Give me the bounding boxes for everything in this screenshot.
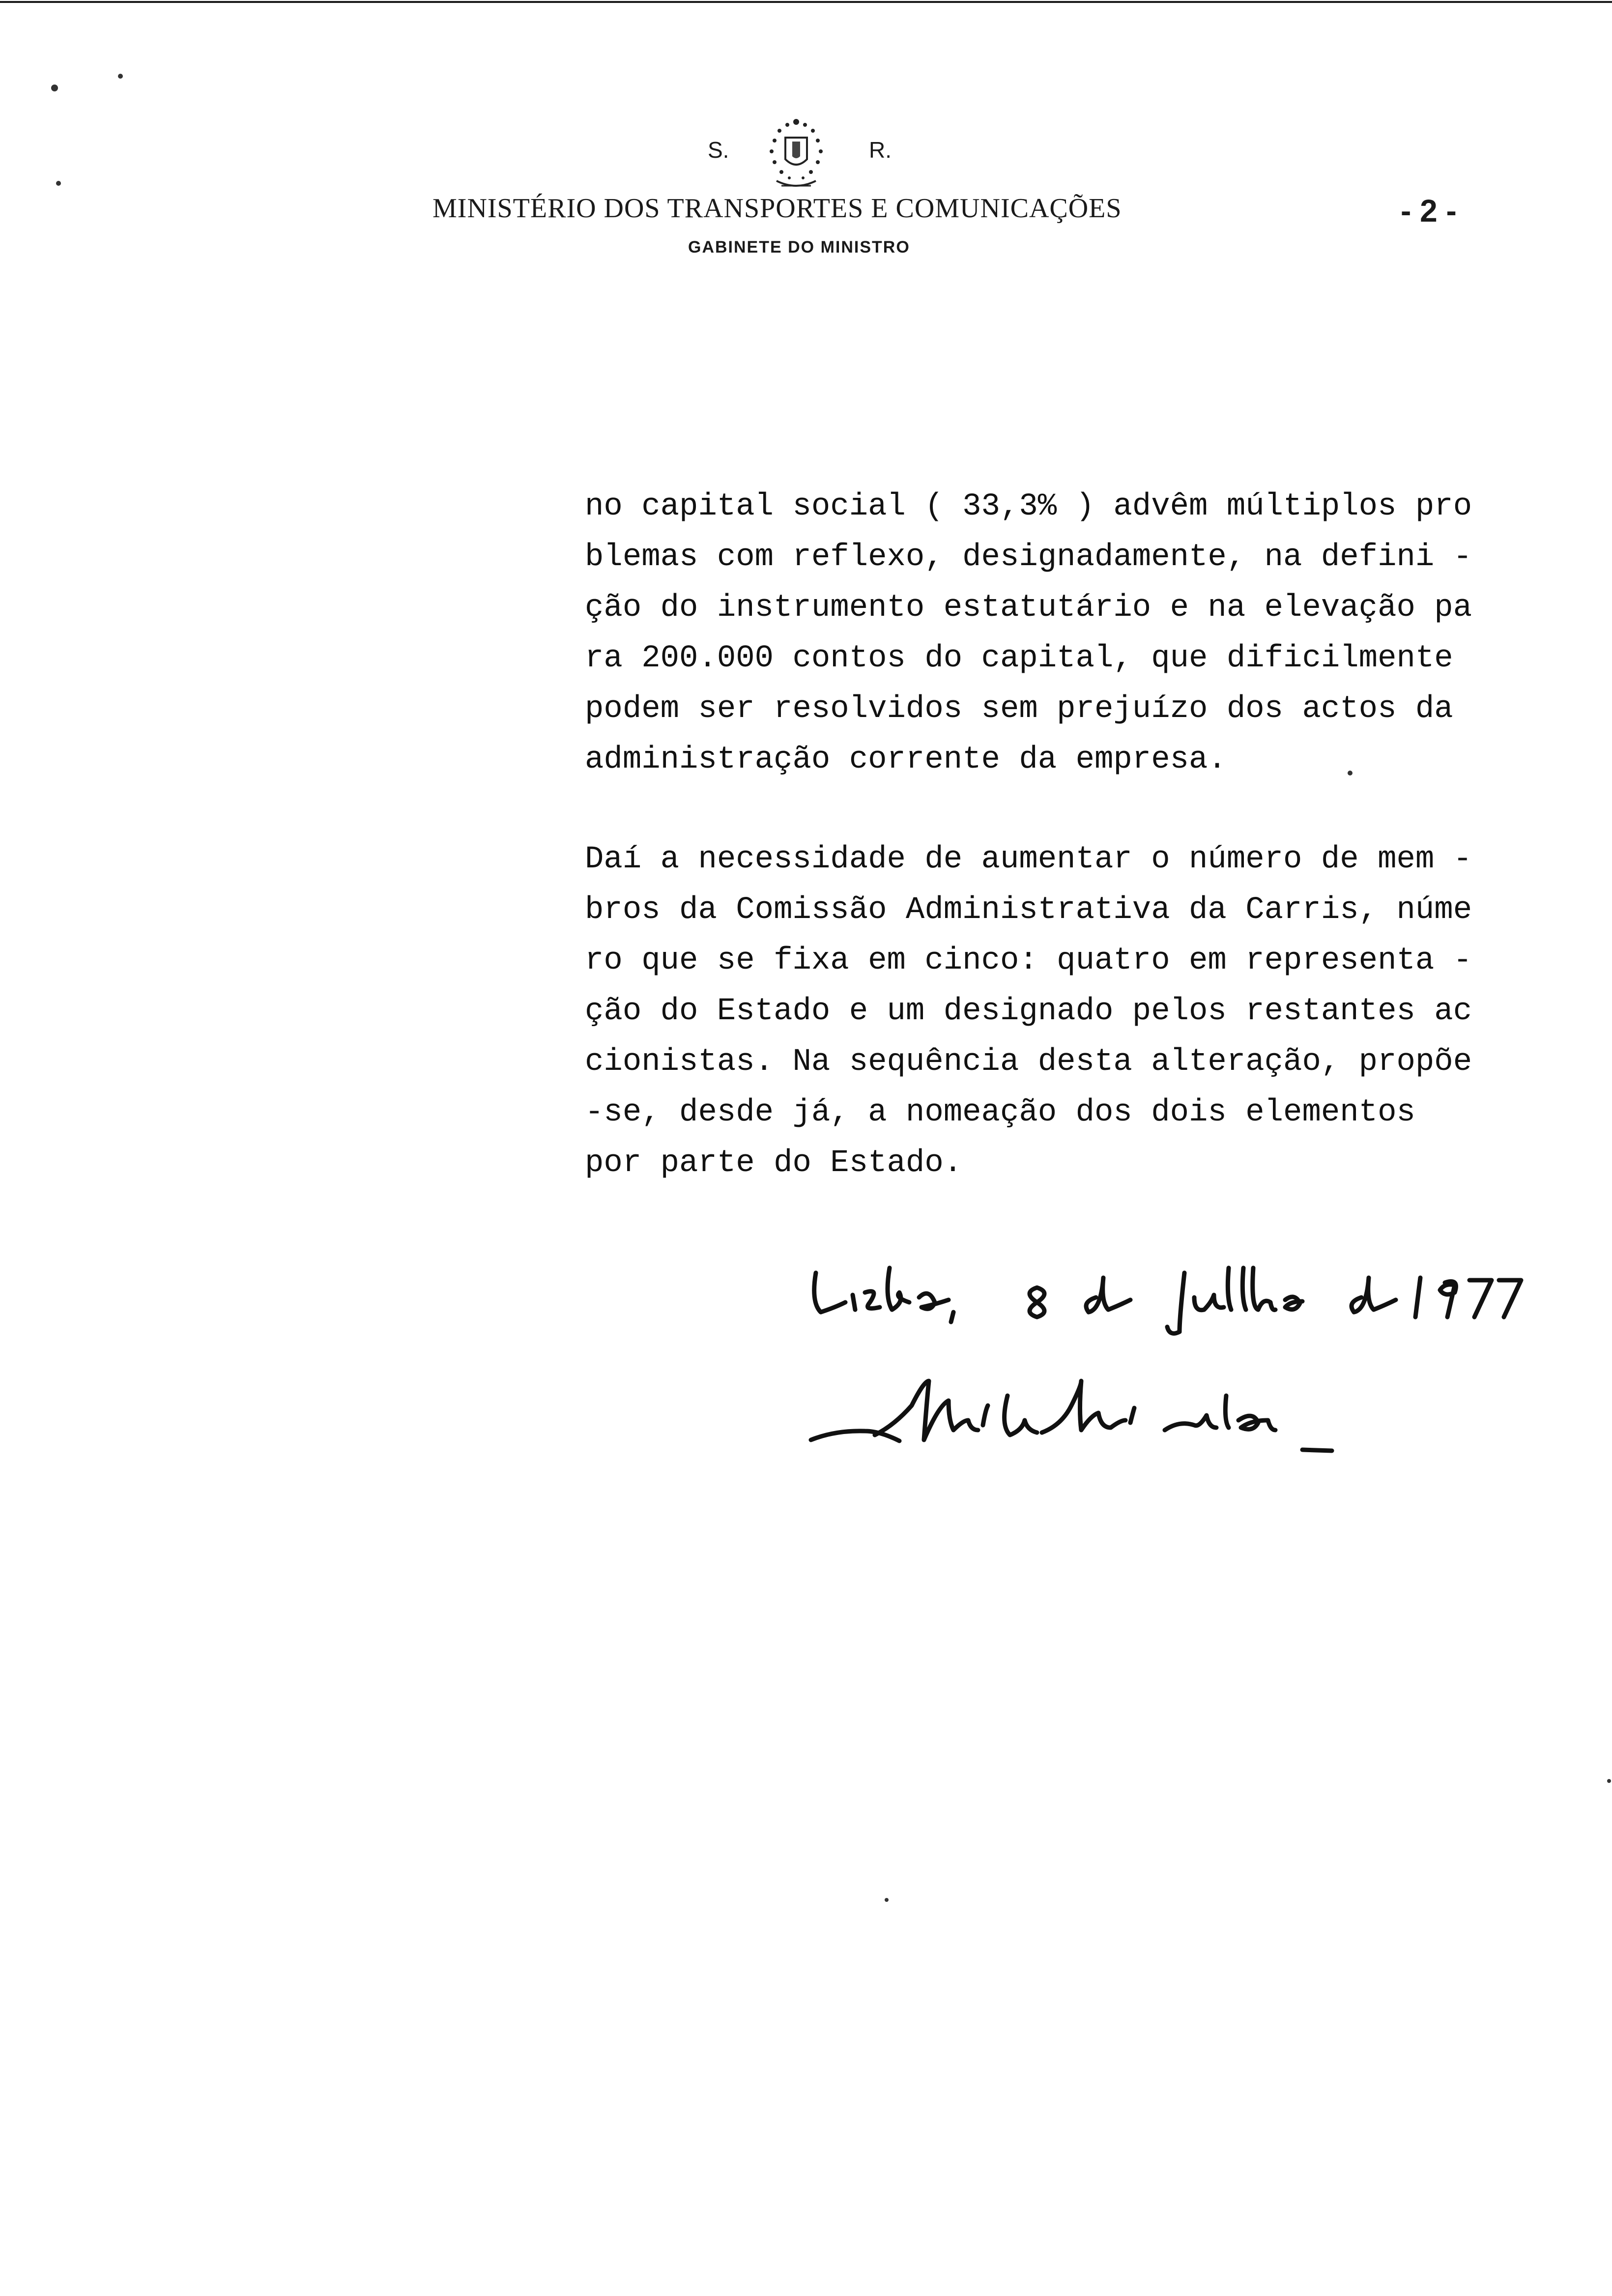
paper-speck [51,85,58,91]
paper-speck [1607,1779,1611,1783]
body-line: -se, desde já, a nomeação dos dois elementos [585,1095,1415,1130]
paper-speck [1348,771,1353,775]
paper-speck [118,74,123,79]
cabinet-name: GABINETE DO MINISTRO [688,238,910,257]
handwritten-date-and-signature [806,1258,1543,1494]
body-line: ra 200.000 contos do capital, que dificilmente [585,641,1453,676]
body-line: Daí a necessidade de aumentar o número de mem - [585,842,1472,877]
page-number: - 2 - [1401,193,1457,229]
paper-speck [56,181,61,186]
paper-speck [885,1898,889,1902]
body-line: ro que se fixa em cinco: quatro em representa - [585,943,1472,978]
coat-of-arms-icon [747,112,845,196]
paragraph-2 [585,834,1558,1189]
body-line: ção do Estado e um designado pelos restantes ac [585,994,1472,1029]
body-line: blemas com reflexo, designadamente, na defini - [585,540,1472,575]
letter-body [585,482,1558,1189]
letterhead [0,0,1612,275]
body-line: ção do instrumento estatutário e na elevação pa [585,590,1472,626]
seal-letter-left: S. [708,137,729,163]
paragraph-1 [585,482,1558,785]
ministry-name: MINISTÉRIO DOS TRANSPORTES E COMUNICAÇÕES [432,193,1122,224]
body-line: cionistas. Na sequência desta alteração, propõe [585,1044,1472,1080]
body-line: podem ser resolvidos sem prejuízo dos actos da [585,691,1453,727]
seal-letter-right: R. [869,137,892,163]
body-line: administração corrente da empresa. [585,742,1227,777]
body-line: por parte do Estado. [585,1146,963,1181]
body-line: no capital social ( 33,3% ) advêm múltiplos pro [585,489,1472,524]
body-line: bros da Comissão Administrativa da Carris, núme [585,892,1472,928]
